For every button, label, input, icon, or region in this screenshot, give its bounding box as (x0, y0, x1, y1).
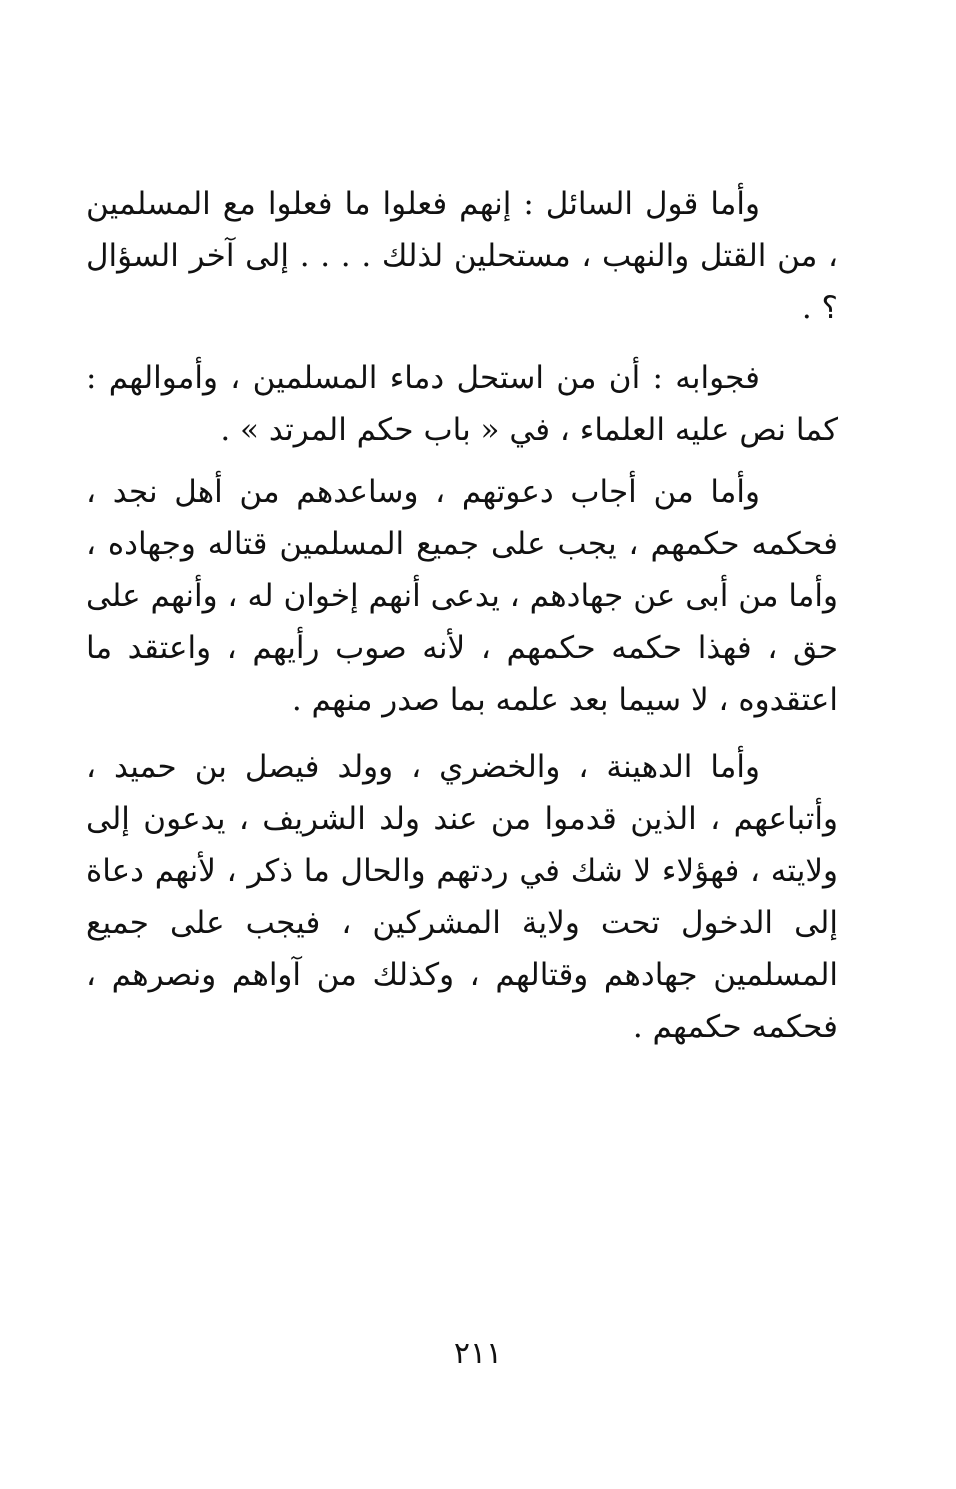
page-number: ٢١١ (453, 1336, 503, 1371)
paragraph-text: وأما قول السائل : إنهم فعلوا ما فعلوا مع المسلمين ، من القتل والنهب ، مستحلين لذلك . . . . إلى آخر السؤال ؟ . (86, 186, 838, 326)
paragraph-duhaina (86, 741, 838, 1053)
paragraph-text: فجوابه : أن من استحل دماء المسلمين ، وأموالهم : كما نص عليه العلماء ، في « باب حكم المرتد » . (86, 360, 838, 448)
paragraph-text: وأما من أجاب دعوتهم ، وساعدهم من أهل نجد ، فحكمه حكمهم ، يجب على جميع المسلمين قتاله وجهاده ، وأما من أبى عن جهادهم ، يدعى أنهم إخوان له ، وأنهم على حق ، فهذا حكمه حكمهم ، لأنه صوب رأيهم ، واعتقد ما اعتقدوه ، لا سيما بعد علمه بما صدر منهم . (86, 474, 838, 718)
paragraph-text: وأما الدهينة ، والخضري ، وولد فيصل بن حميد ، وأتباعهم ، الذين قدموا من عند ولد الشريف ، يدعون إلى ولايته ، فهؤلاء لا شك في ردتهم والحال ما ذكر ، لأنهم دعاة إلى الدخول تحت ولاية المشركين ، فيجب على جميع المسلمين جهادهم وقتالهم ، وكذلك من آواهم ونصرهم ، فحكمه حكمهم . (86, 749, 838, 1045)
paragraph-answer (86, 352, 838, 456)
paragraph-question (86, 178, 838, 334)
paragraph-najd (86, 466, 838, 726)
